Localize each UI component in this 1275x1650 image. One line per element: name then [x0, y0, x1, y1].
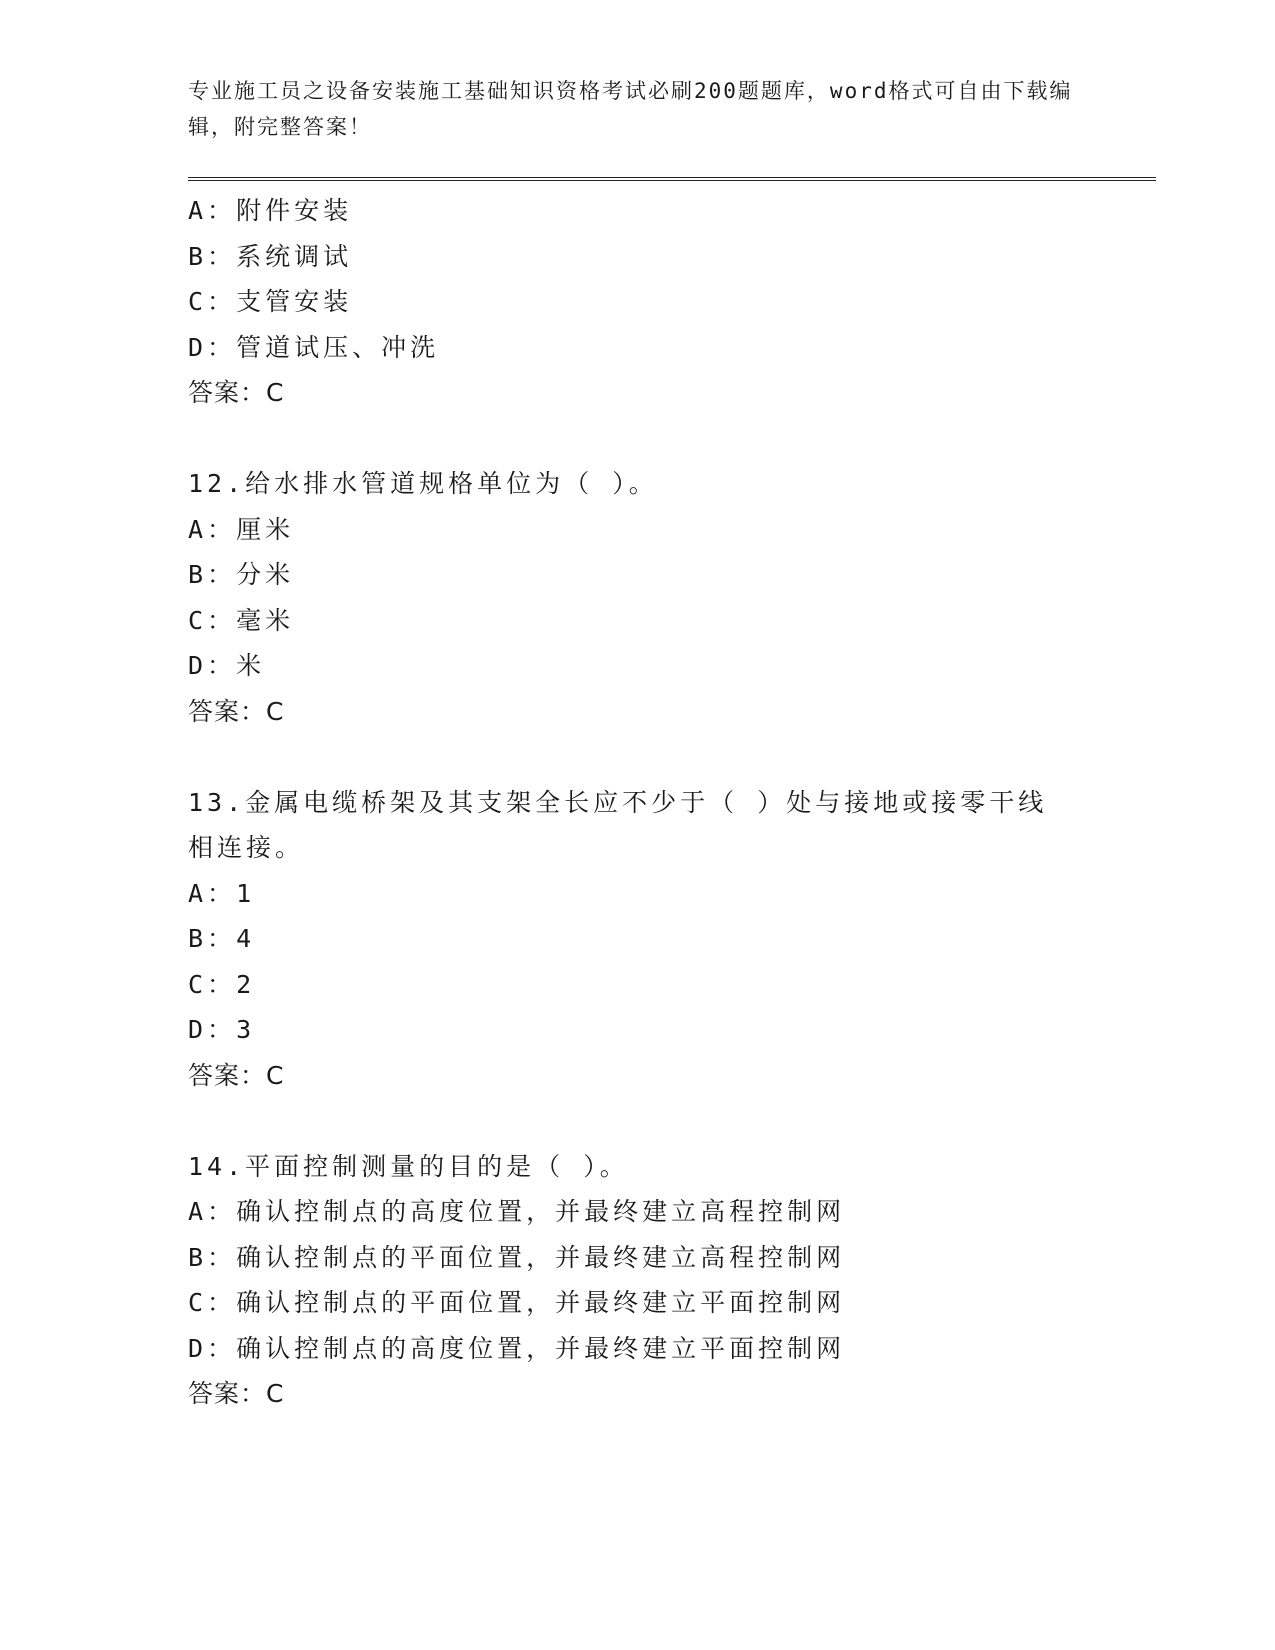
- option-a: A：厘米: [188, 514, 295, 544]
- option-d: D：确认控制点的高度位置，并最终建立平面控制网: [188, 1333, 846, 1363]
- option-b: B：分米: [188, 560, 295, 589]
- option-a: A：1: [188, 878, 256, 908]
- option-a: A：确认控制点的高度位置，并最终建立高程控制网: [188, 1197, 846, 1226]
- option-d: D：米: [188, 651, 266, 680]
- document-header: 专业施工员之设备安装施工基础知识资格考试必刷200题题库，word格式可自由下载编辑，附完整答案！: [188, 79, 1073, 139]
- option-c: C：毫米: [188, 605, 295, 635]
- answer-line: 答案：C: [188, 696, 285, 726]
- question-block: [188, 1144, 1088, 1417]
- option-c: C：2: [188, 969, 256, 999]
- question-block: [188, 461, 1088, 734]
- answer-line: 答案：C: [188, 1379, 285, 1408]
- option-b: B：系统调试: [188, 241, 353, 271]
- option-b: B：4: [188, 924, 256, 953]
- question-block: [188, 188, 1088, 416]
- question-list: [188, 188, 1088, 1417]
- option-d: D：3: [188, 1015, 256, 1044]
- question-text: 14.平面控制测量的目的是（ ）。: [188, 1151, 629, 1181]
- option-c: C：支管安装: [188, 287, 353, 316]
- answer-line: 答案：C: [188, 378, 285, 407]
- option-a: A：附件安装: [188, 196, 353, 225]
- header-divider: [188, 177, 1156, 181]
- option-c: C：确认控制点的平面位置，并最终建立平面控制网: [188, 1288, 846, 1317]
- answer-line: 答案：C: [188, 1060, 285, 1090]
- question-text: 13.金属电缆桥架及其支架全长应不少于（ ）处与接地或接零干线相连接。: [188, 787, 1048, 862]
- option-d: D：管道试压、冲洗: [188, 332, 440, 362]
- question-text: 12.给水排水管道规格单位为（ ）。: [188, 469, 658, 498]
- question-block: [188, 780, 1088, 1099]
- option-b: B：确认控制点的平面位置，并最终建立高程控制网: [188, 1242, 846, 1272]
